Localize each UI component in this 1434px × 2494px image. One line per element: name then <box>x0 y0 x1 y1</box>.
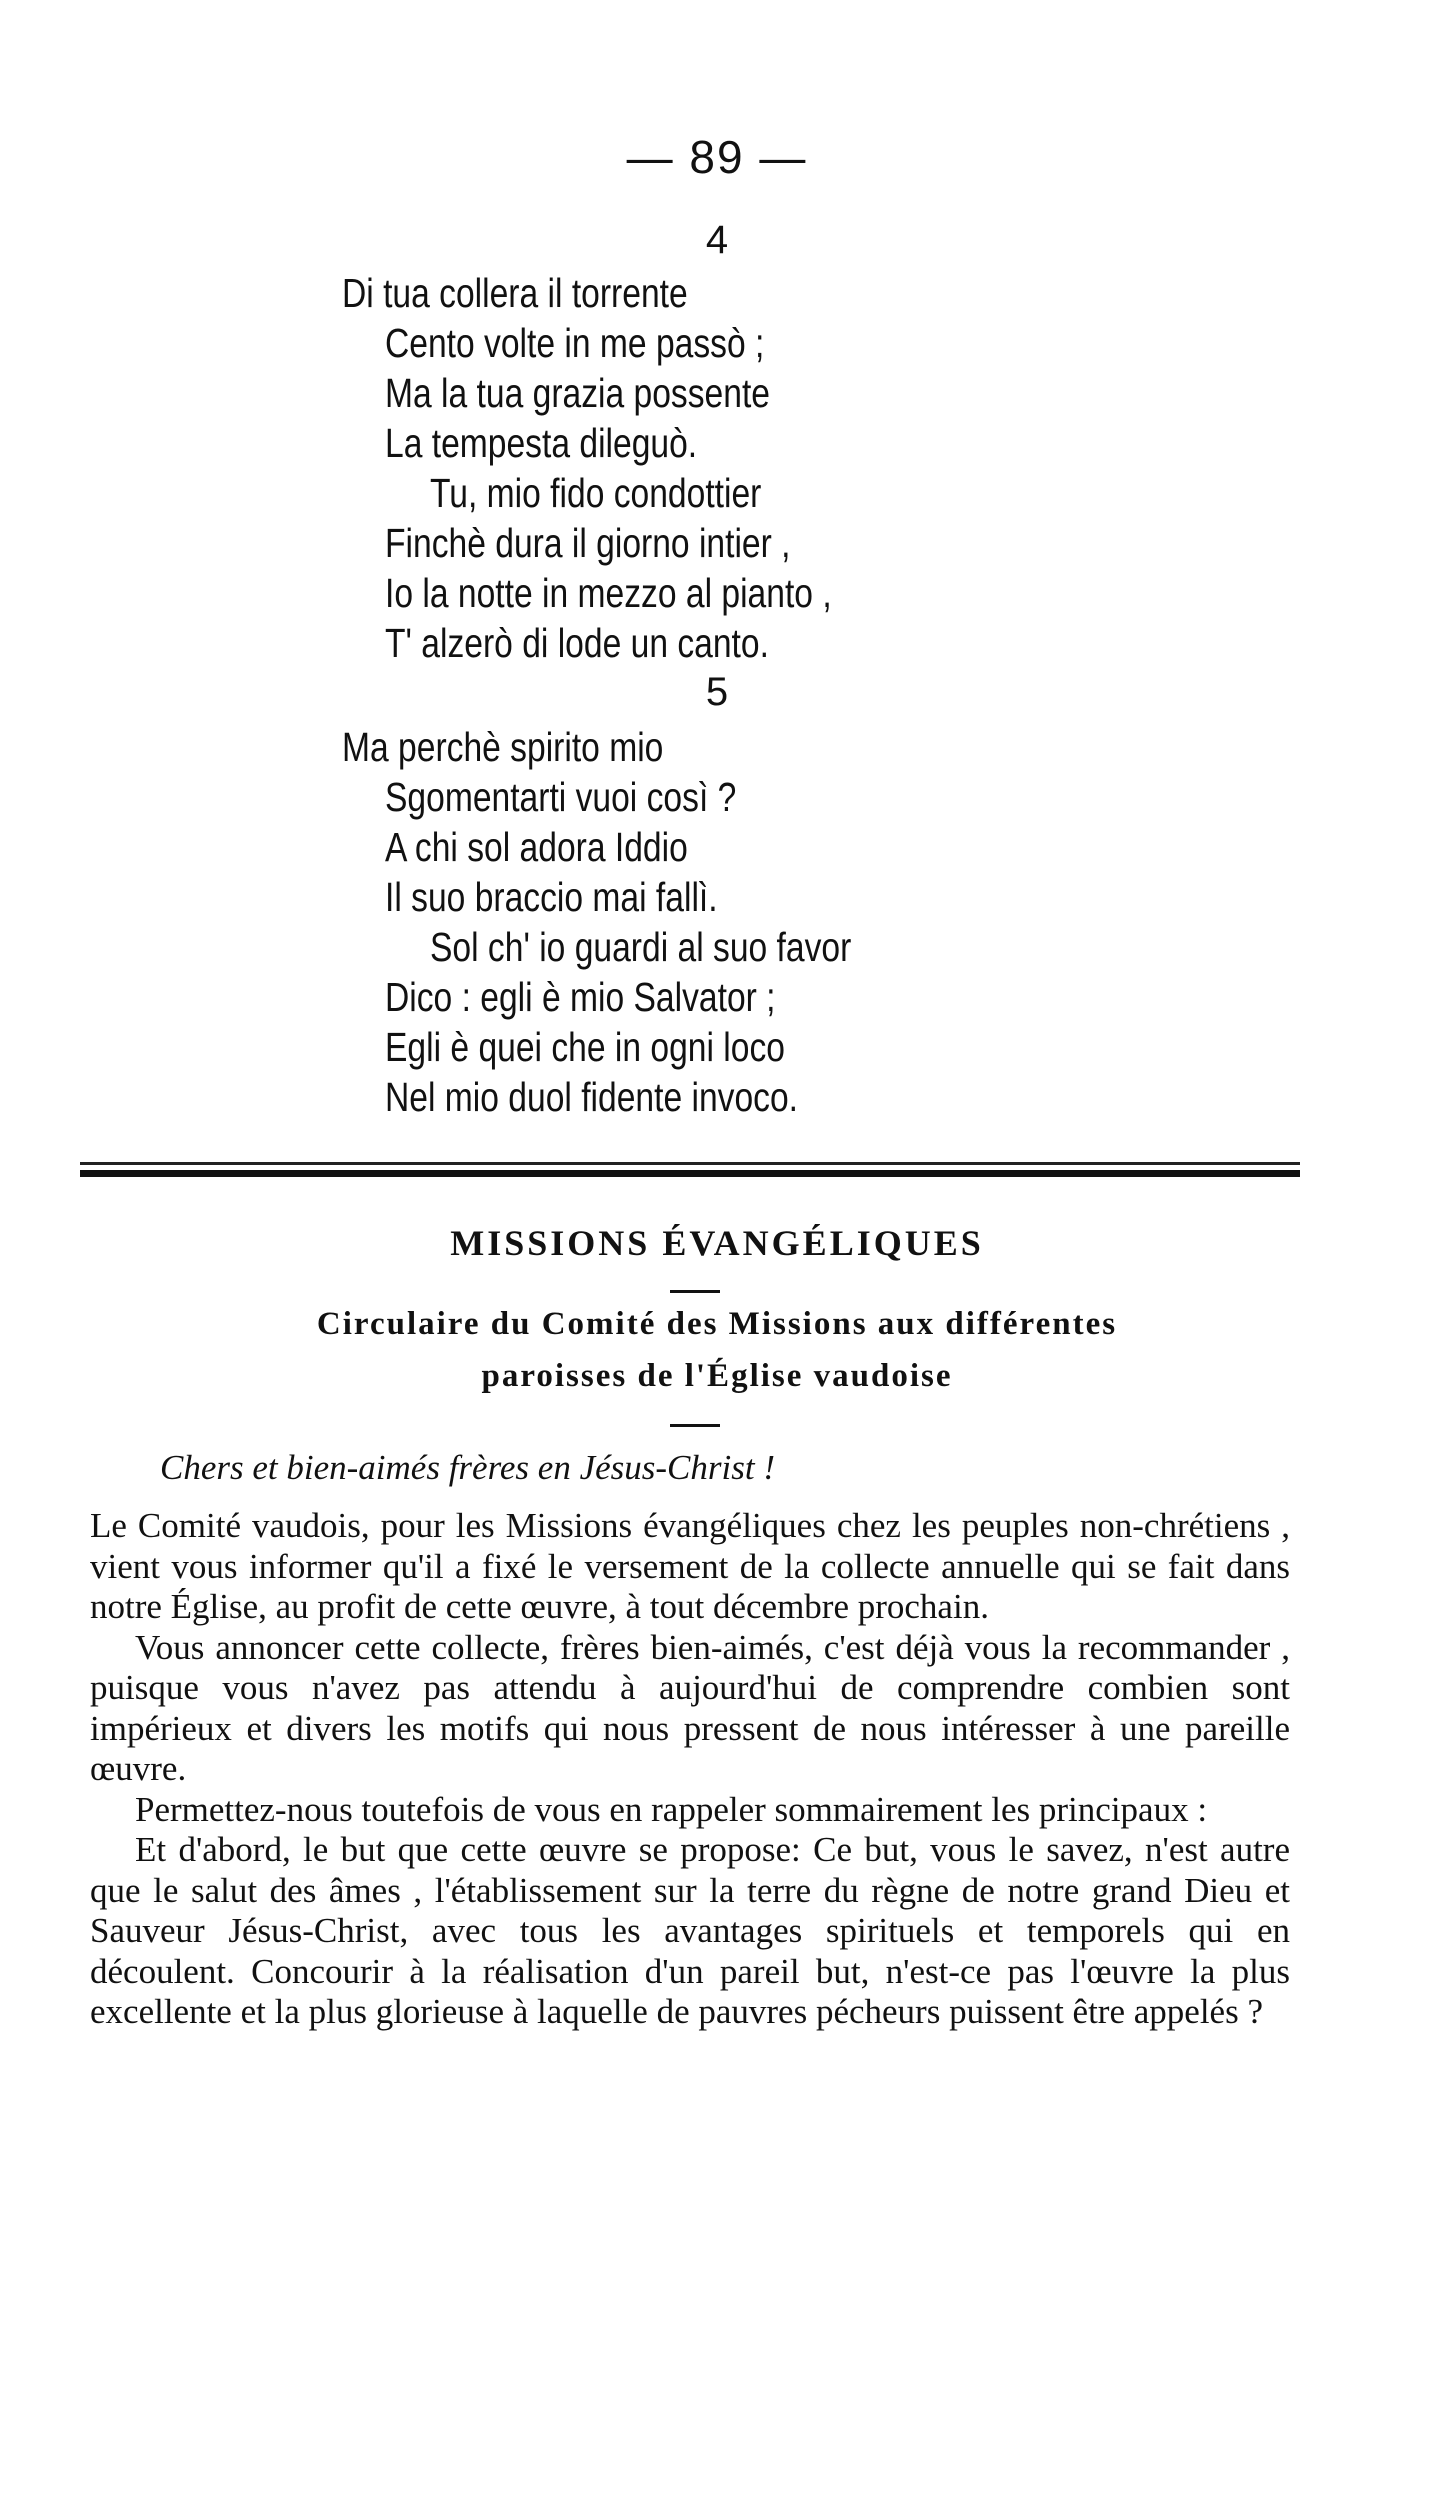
stanza-4-line-2: Cento volte in me passò ; <box>385 320 765 366</box>
stanza-4-line-1: Di tua collera il torrente <box>342 270 688 316</box>
stanza-4-line-8: T' alzerò di lode un canto. <box>385 620 769 666</box>
stanza-4-number: 4 <box>705 218 729 262</box>
stanza-5-line-7: Egli è quei che in ogni loco <box>385 1024 785 1070</box>
stanza-5-line-1: Ma perchè spirito mio <box>342 724 664 770</box>
stanza-4-line-5: Tu, mio fido condottier <box>430 470 762 516</box>
section-subtitle-line-2: paroisses de l'Église vaudoise <box>481 1358 953 1394</box>
salutation: Chers et bien-aimés frères en Jésus-Christ ! <box>160 1448 775 1487</box>
stanza-5-line-3: A chi sol adora Iddio <box>385 824 688 870</box>
stanza-4-line-3: Ma la tua grazia possente <box>385 370 770 416</box>
divider-rule-thick <box>80 1170 1300 1177</box>
page-number: — 89 — <box>626 131 808 183</box>
stanza-4-line-6: Finchè dura il giorno intier , <box>385 520 791 566</box>
paragraph-3: Permettez-nous toutefois de vous en rappeler sommairement les principaux : <box>135 1789 1208 1829</box>
paragraph-1: Le Comité vaudois, pour les Missions évangéliques chez les peuples non-chrétiens , vient vous informer qu'il a fixé le versement de la collecte annuelle qui se fait dans notre Église, au profit de cette œuvre, à tout décembre prochain. <box>90 1506 1290 1626</box>
stanza-5-line-5: Sol ch' io guardi al suo favor <box>430 924 852 970</box>
stanza-5-line-8: Nel mio duol fidente invoco. <box>385 1074 799 1120</box>
title-dash <box>670 1290 720 1293</box>
section-title: MISSIONS ÉVANGÉLIQUES <box>450 1223 984 1263</box>
stanza-5-line-2: Sgomentarti vuoi così ? <box>385 774 737 820</box>
stanza-5-line-4: Il suo braccio mai fallì. <box>385 874 718 920</box>
letter-body <box>90 1506 1290 2033</box>
paragraph-4: Et d'abord, le but que cette œuvre se propose: Ce but, vous le savez, n'est autre que le salut des âmes , l'établissement sur la terre du règne de notre grand Dieu et Sauveur Jésus-Christ, avec tous les avantages spirituels et temporels qui en découlent. Concourir à la réalisation d'un pareil but, n'est-ce pas l'œuvre la plus excellente et la plus glorieuse à laquelle de pauvres pécheurs puissent être appelés ? <box>90 1830 1290 2031</box>
subtitle-dash <box>670 1424 720 1427</box>
stanza-4-line-4: La tempesta dileguò. <box>385 420 698 466</box>
stanza-4-line-7: Io la notte in mezzo al pianto , <box>385 570 832 616</box>
stanza-5-line-6: Dico : egli è mio Salvator ; <box>385 974 776 1020</box>
stanza-5-number: 5 <box>705 670 729 714</box>
paragraph-2: Vous annoncer cette collecte, frères bien-aimés, c'est déjà vous la recommander , puisque vous n'avez pas attendu à aujourd'hui de comprendre combien sont impérieux et divers les motifs qui nous pressent de nous intéresser à une pareille œuvre. <box>90 1627 1290 1788</box>
section-subtitle-line-1: Circulaire du Comité des Missions aux différentes <box>316 1306 1118 1342</box>
divider-rule-thin <box>80 1162 1300 1165</box>
